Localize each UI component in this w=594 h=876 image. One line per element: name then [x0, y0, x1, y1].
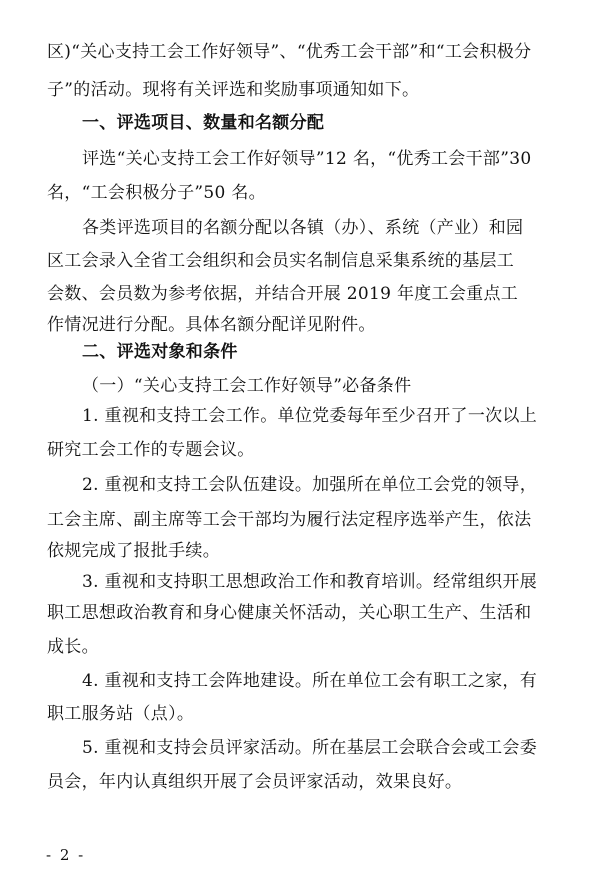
body-text-line: 研究工会工作的专题会议。 [47, 440, 255, 460]
page-number: - 2 - [46, 846, 86, 864]
body-text-line: 子”的活动。现将有关评选和奖励事项通知如下。 [47, 80, 420, 100]
body-text-line: 5. 重视和支持会员评家活动。所在基层工会联合会或工会委 [82, 738, 538, 758]
body-text-line: 依规完成了报批手续。 [47, 541, 220, 561]
body-text-line: 区工会录入全省工会组织和会员实名制信息采集系统的基层工 [47, 251, 515, 271]
body-text-line: 工会主席、副主席等工会干部均为履行法定程序选举产生，依法 [47, 510, 532, 530]
body-text-line: 作情况进行分配。具体名额分配详见附件。 [47, 315, 376, 335]
body-text-line: 2. 重视和支持工会队伍建设。加强所在单位工会党的领导， [82, 475, 538, 495]
body-text-line: 员会，年内认真组织开展了会员评家活动，效果良好。 [47, 772, 463, 792]
body-text-line: 1. 重视和支持工会工作。单位党委每年至少召开了一次以上 [82, 406, 538, 426]
body-text-line: 成长。 [47, 637, 99, 657]
body-text-line: 3. 重视和支持职工思想政治工作和教育培训。经常组织开展 [82, 572, 538, 592]
section-heading: 一、评选项目、数量和名额分配 [82, 113, 325, 133]
body-text-line: 名，“工会积极分子”50 名。 [47, 183, 266, 203]
body-text-line: 会数、会员数为参考依据，并结合开展 2019 年度工会重点工 [47, 284, 519, 304]
body-text-line: 区)“关心支持工会工作好领导”、“优秀工会干部”和“工会积极分 [47, 42, 532, 62]
body-text-line: 职工服务站（点）。 [47, 704, 195, 724]
subsection-heading: （一）“关心支持工会工作好领导”必备条件 [82, 376, 412, 396]
section-heading: 二、评选对象和条件 [82, 342, 238, 362]
body-text-line: 评选“关心支持工会工作好领导”12 名，“优秀工会干部”30 [82, 149, 532, 169]
body-text-line: 各类评选项目的名额分配以各镇（办）、系统（产业）和园 [82, 218, 524, 238]
body-text-line: 职工思想政治教育和身心健康关怀活动，关心职工生产、生活和 [47, 603, 532, 623]
body-text-line: 4. 重视和支持工会阵地建设。所在单位工会有职工之家，有 [82, 671, 538, 691]
